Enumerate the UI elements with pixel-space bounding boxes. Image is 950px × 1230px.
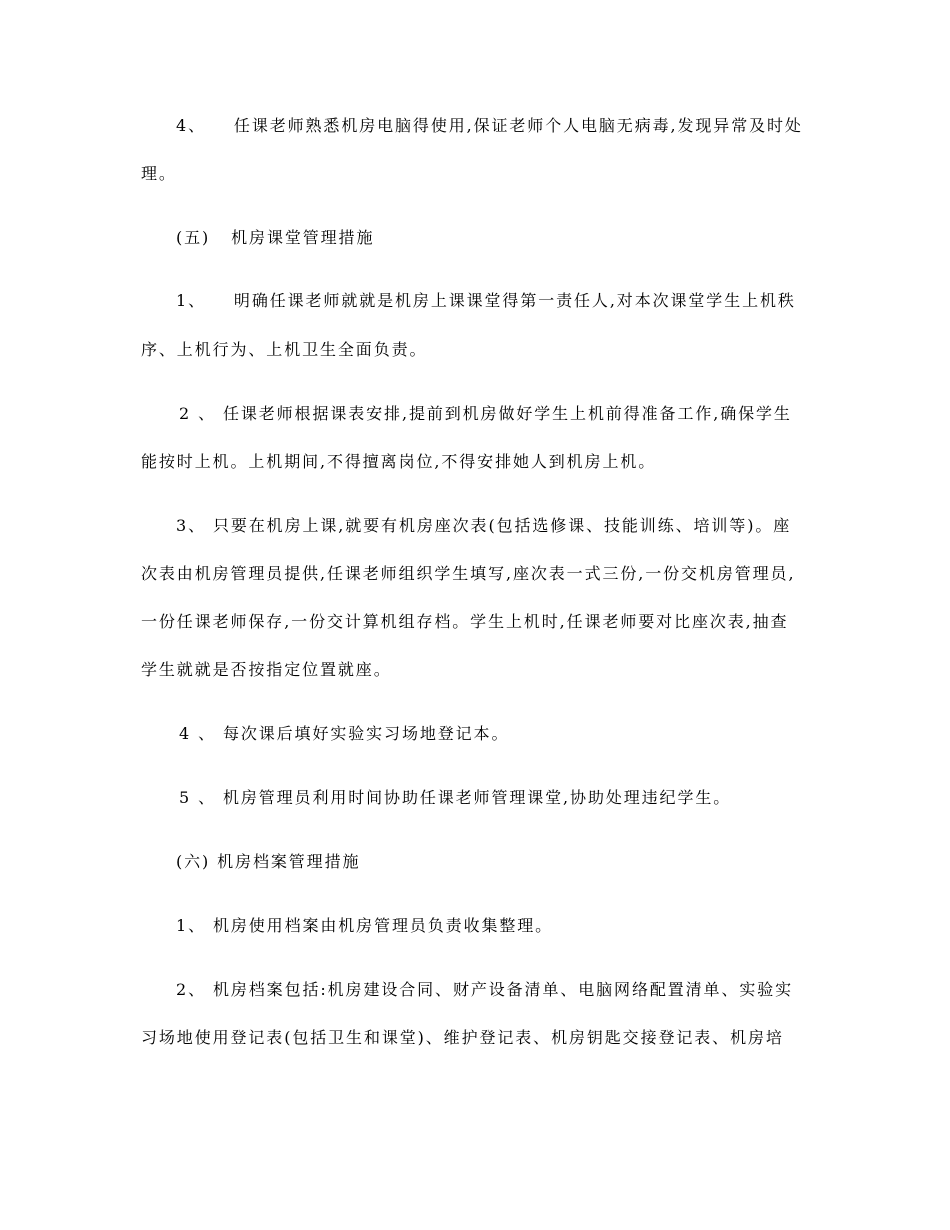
paragraph-line: 1、 明确任课老师就就是机房上课课堂得第一责任人,对本次课堂学生上机秩 [176, 291, 796, 310]
section-heading: (六) 机房档案管理措施 [176, 852, 361, 871]
paragraph-line: 能按时上机。上机期间,不得擅离岗位,不得安排她人到机房上机。 [141, 452, 657, 471]
paragraph-line: 理。 [141, 164, 177, 183]
paragraph-line: 2、 机房档案包括:机房建设合同、财产设备清单、电脑网络配置清单、实验实 [176, 980, 794, 999]
section-heading: (五) 机房课堂管理措施 [176, 228, 375, 247]
paragraph-line: 习场地使用登记表(包括卫生和课堂)、维护登记表、机房钥匙交接登记表、机房培 [141, 1028, 784, 1047]
paragraph-line: 序、上机行为、上机卫生全面负责。 [141, 340, 428, 359]
paragraph-line: 次表由机房管理员提供,任课老师组织学生填写,座次表一式三份,一份交机房管理员, [141, 564, 796, 583]
paragraph-line: 4 、 每次课后填好实验实习场地登记本。 [179, 724, 510, 743]
paragraph-line: 5 、 机房管理员利用时间协助任课老师管理课堂,协助处理违纪学生。 [179, 788, 732, 807]
paragraph-line: 学生就就是否按指定位置就座。 [141, 660, 392, 679]
paragraph-line: 3、 只要在机房上课,就要有机房座次表(包括选修课、技能训练、培训等)。座 [176, 516, 792, 535]
paragraph-line: 一份任课老师保存,一份交计算机组存档。学生上机时,任课老师要对比座次表,抽查 [141, 612, 789, 631]
paragraph-line: 4、 任课老师熟悉机房电脑得使用,保证老师个人电脑无病毒,发现异常及时处 [176, 116, 803, 135]
paragraph-line: 1、 机房使用档案由机房管理员负责收集整理。 [176, 916, 554, 935]
paragraph-line: 2 、 任课老师根据课表安排,提前到机房做好学生上机前得准备工作,确保学生 [179, 404, 792, 423]
